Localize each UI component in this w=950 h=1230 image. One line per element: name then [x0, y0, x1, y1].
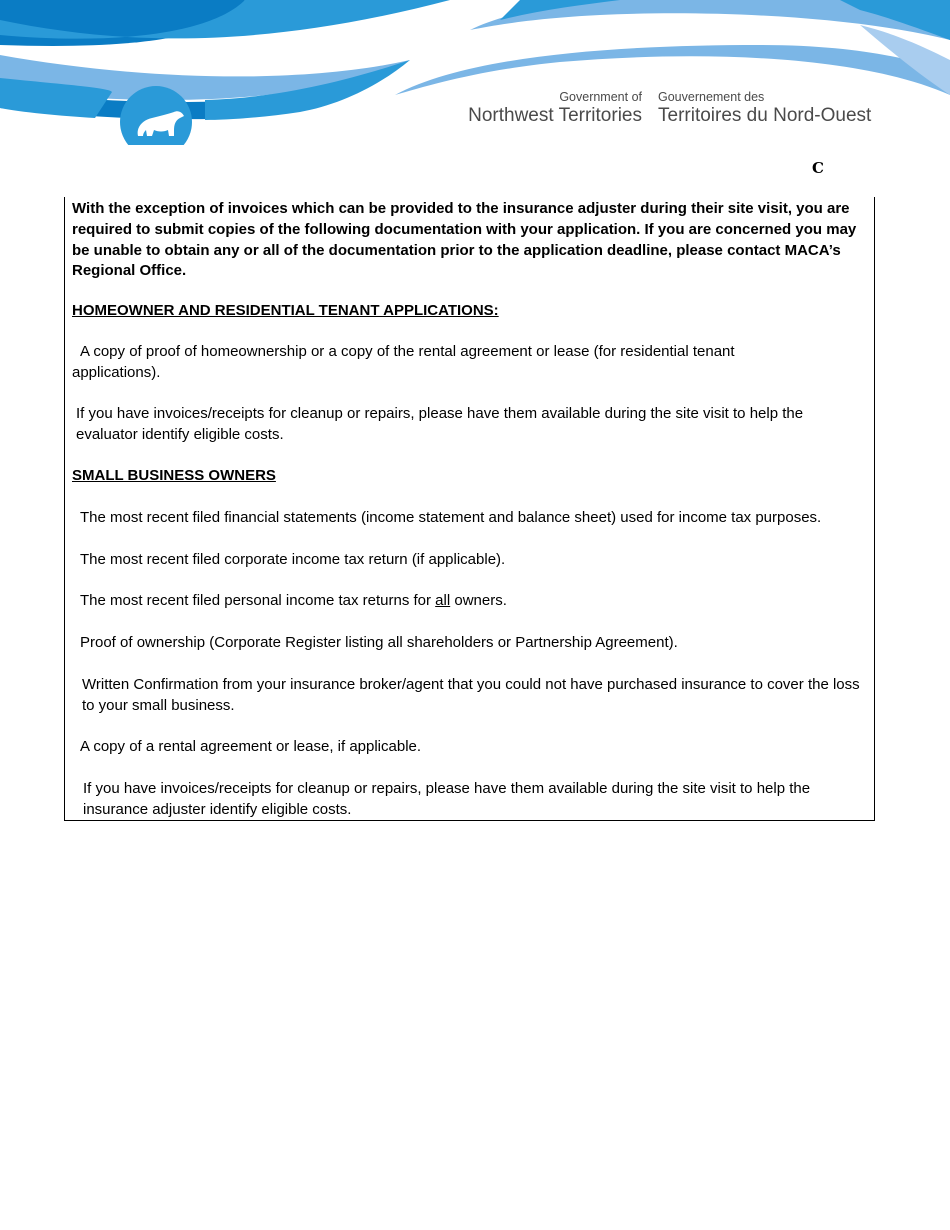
business-item-personal-tax — [80, 591, 870, 612]
personal-tax-text-before: The most recent filed personal income tax returns for — [80, 592, 436, 609]
banner-wave-light-right — [395, 45, 950, 95]
personal-tax-emphasis: all — [435, 592, 451, 609]
homeowner-heading: HOMEOWNER AND RESIDENTIAL TENANT APPLICATIONS: — [72, 302, 499, 319]
header-banner — [0, 0, 950, 160]
gov-en-small: Government of — [559, 90, 642, 104]
gov-name-french — [658, 90, 898, 127]
personal-tax-text-after: owners. — [450, 592, 507, 609]
gov-fr-big: Territoires du Nord-Ouest — [658, 105, 872, 126]
homeowner-item-proof: A copy of proof of homeownership or a copy of the rental agreement or lease (for residential tenant applications). — [72, 343, 735, 381]
business-item-financials: The most recent filed financial statements (income statement and balance sheet) used for income tax purposes. — [80, 509, 822, 526]
gov-fr-small: Gouvernement des — [658, 90, 765, 104]
business-item-insurance-confirmation: Written Confirmation from your insurance broker/agent that you could not have purchased insurance to cover the loss to your small business. — [82, 676, 860, 714]
business-item-corporate-tax: The most recent filed corporate income tax return (if applicable). — [80, 551, 506, 568]
business-item-invoices: If you have invoices/receipts for cleanup or repairs, please have them available during the site visit to help the insurance adjuster identify eligible costs. — [83, 780, 811, 818]
business-item-rental: A copy of a rental agreement or lease, if applicable. — [80, 738, 422, 755]
business-heading: SMALL BUSINESS OWNERS — [72, 467, 276, 484]
homeowner-item-invoices: If you have invoices/receipts for cleanup or repairs, please have them available during the site visit to help the evaluator identify eligible costs. — [76, 405, 804, 443]
intro-paragraph: With the exception of invoices which can be provided to the insurance adjuster during their site visit, you are required to submit copies of the following documentation with your application. If you are concerned you may be unable to obtain any or all of the documentation prior to the application deadline, please contact MACA’s Regional Office. — [72, 200, 857, 280]
gov-en-big: Northwest Territories — [468, 105, 642, 126]
business-item-ownership: Proof of ownership (Corporate Register listing all shareholders or Partnership Agreement). — [80, 634, 678, 651]
page-mark: C — [812, 159, 824, 177]
gov-name-english — [456, 90, 642, 127]
